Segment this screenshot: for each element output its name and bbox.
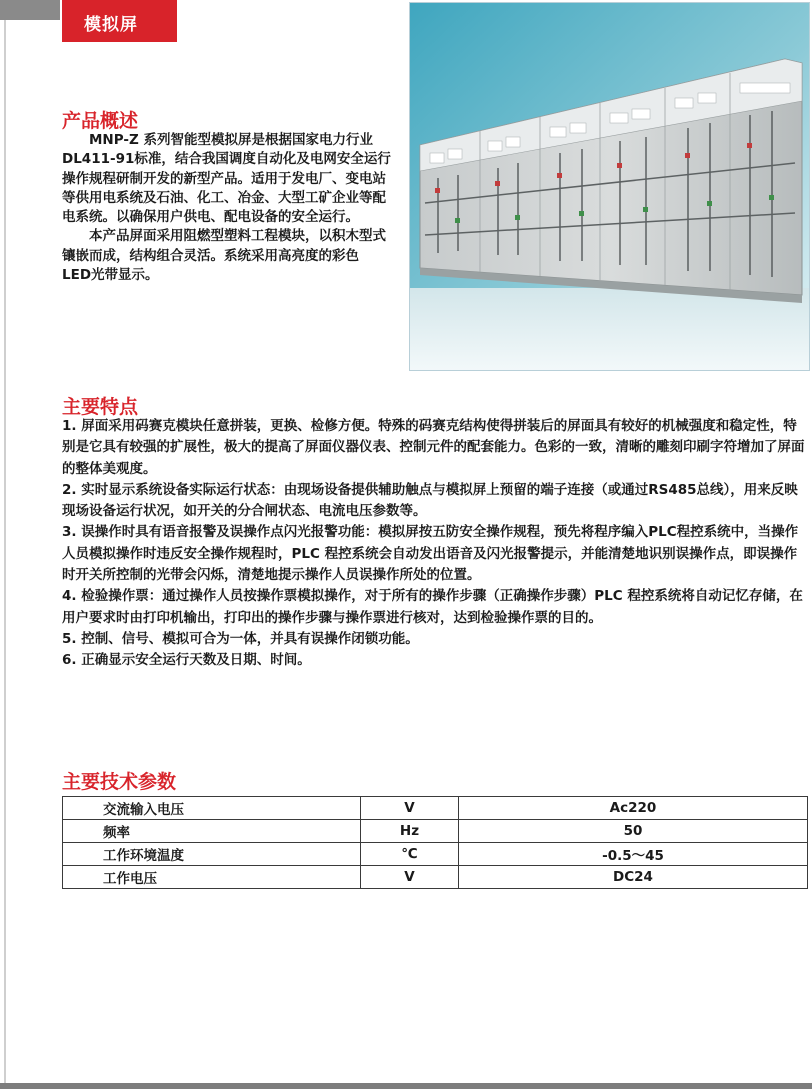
header-tab-label: 模拟屏: [84, 15, 138, 35]
overview-paragraph: 本产品屏面采用阻燃型塑料工程模块，以积木型式镶嵌而成，结构组合灵活。系统采用高亮度的彩色 LED光带显示。: [62, 228, 386, 284]
param-name: 交流输入电压: [63, 797, 361, 820]
features-list: [62, 416, 808, 672]
features-title: 主要特点: [62, 396, 139, 418]
table-row: [63, 820, 808, 843]
param-value: Ac220: [459, 797, 808, 820]
param-unit: V: [361, 797, 459, 820]
table-row: [63, 866, 808, 889]
param-value: DC24: [459, 866, 808, 889]
feature-item: 5. 控制、信号、模拟可合为一体，并具有误操作闭锁功能。: [62, 630, 419, 647]
product-photo: [409, 2, 810, 371]
feature-item: 2. 实时显示系统设备实际运行状态：由现场设备提供辅助触点与模拟屏上预留的端子连接（或通过RS485总线），用来反映现场设备运行状况，如开关的分合闸状态、电流电压参数等。: [62, 481, 798, 520]
feature-item: 4. 检验操作票：通过操作人员按操作票模拟操作，对于所有的操作步骤（正确操作步骤）PLC 程控系统将自动记忆存储，在用户要求时由打印机输出，打印出的操作步骤与操作票进行核对，达到检验操作票的目的。: [62, 588, 803, 626]
page-bottom-bar: [0, 1083, 812, 1089]
feature-item: 3. 误操作时具有语音报警及误操作点闪光报警功能：模拟屏按五防安全操作规程，预先将程序编入PLC程控系统中，当操作人员模拟操作时违反安全操作规程时，PLC 程控系统会自动发出语音及闪光报警提示，并能清楚地识别误操作点，即误操作时开关所控制的光带会闪烁，清楚地提示操作人员误操作所处的位置。: [62, 524, 799, 584]
table-row: [63, 843, 808, 866]
param-unit: V: [361, 866, 459, 889]
param-unit: ℃: [361, 843, 459, 866]
table-row: [63, 797, 808, 820]
overview-paragraph: MNP-Z 系列智能型模拟屏是根据国家电力行业 DL411-91标准，结合我国调度自动化及电网安全运行操作规程研制开发的新型产品。适用于发电厂、变电站等供用电系统及石油、化工、冶金、大型工矿企业等配电系统。以确保用户供电、配电设备的安全运行。: [62, 132, 391, 226]
params-table: [62, 796, 808, 889]
param-name: 工作电压: [63, 866, 361, 889]
param-name: 频率: [63, 820, 361, 843]
feature-item: 6. 正确显示安全运行天数及日期、时间。: [62, 652, 311, 669]
param-value: 50: [459, 820, 808, 843]
params-title: 主要技术参数: [62, 771, 177, 793]
param-value: -0.5～45: [459, 843, 808, 866]
param-name: 工作环境温度: [63, 843, 361, 866]
page-left-border: [4, 0, 6, 1089]
overview-body: [62, 131, 392, 285]
top-corner-block: [0, 0, 60, 20]
overview-title: 产品概述: [62, 110, 139, 132]
param-unit: Hz: [361, 820, 459, 843]
header-tab: [62, 0, 177, 42]
feature-item: 1. 屏面采用码赛克模块任意拼装，更换、检修方便。特殊的码赛克结构使得拼装后的屏面具有较好的机械强度和稳定性，特别是它具有较强的扩展性，极大的提高了屏面仪器仪表、控制元件的配套能力。色彩的一致，清晰的雕刻印刷字符增加了屏面的整体美观度。: [62, 418, 805, 477]
